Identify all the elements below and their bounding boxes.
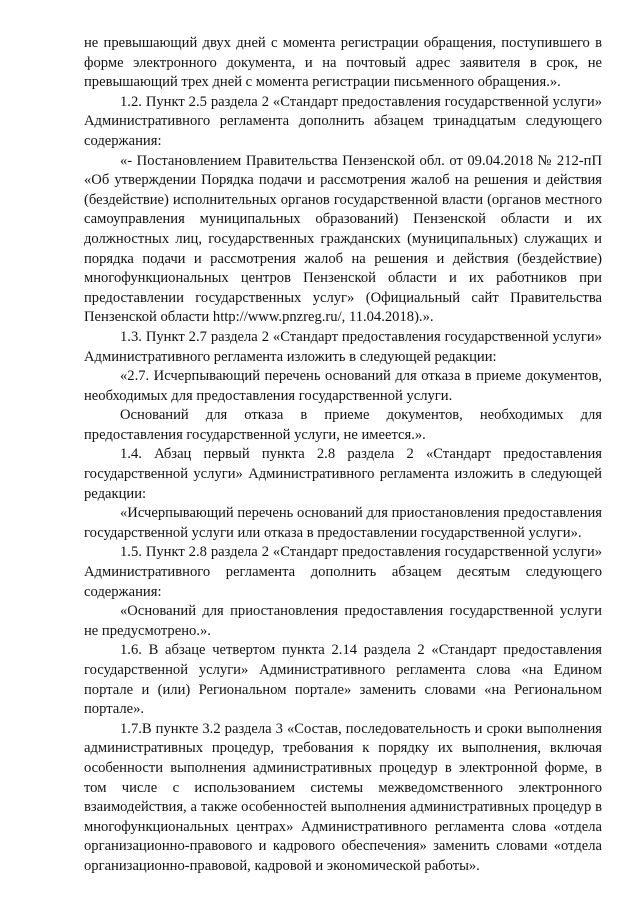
- paragraph-item-1-6: 1.6. В абзаце четвертом пункта 2.14 раздела 2 «Стандарт предоставления государственной услуги» Административного регламента слова «на Едином портале и (или) Региональном портале» заменить словами «на Региональном портале».: [84, 642, 602, 718]
- paragraph-item-1-2: 1.2. Пункт 2.5 раздела 2 «Стандарт предоставления государственной услуги» Административного регламента дополнить абзацем тринадцатым следующего содержания:: [84, 93, 602, 149]
- paragraph-item-1-4: 1.4. Абзац первый пункта 2.8 раздела 2 «Стандарт предоставления государственной услуги» Административного регламента изложить в следующей редакции:: [84, 446, 602, 502]
- paragraph-quote-2-7: «2.7. Исчерпывающий перечень оснований для отказа в приеме документов, необходимых для предоставления государственной услуги.: [84, 368, 602, 404]
- paragraph-quote-no-suspension: «Оснований для приостановления предоставления государственной услуги не предусмотрено.».: [84, 603, 602, 639]
- paragraph-item-1-5: 1.5. Пункт 2.8 раздела 2 «Стандарт предоставления государственной услуги» Административного регламента дополнить абзацем десятым следующего содержания:: [84, 544, 602, 600]
- document-page: [84, 34, 602, 877]
- paragraph-no-grounds: Оснований для отказа в приеме документов, необходимых для предоставления государственной услуги, не имеется.».: [84, 407, 602, 443]
- paragraph-continuation: не превышающий двух дней с момента регистрации обращения, поступившего в форме электронного документа, и на почтовый адрес заявителя в срок, не превышающий трех дней с момента регистрации письменного обращения.».: [84, 35, 602, 91]
- paragraph-quote-resolution: «- Постановлением Правительства Пензенской обл. от 09.04.2018 № 212-пП «Об утверждении Порядка подачи и рассмотрения жалоб на решения и действия (бездействие) исполнительных органов государственной власти (органов местного самоуправления муниципальных образований) Пензенской области и их должностных лиц, государственных гражданских (муниципальных) служащих и порядка подачи и рассмотрения жалоб на решения и действия (бездействие) многофункциональных центров Пензенской области и их работников при предоставлении государственных услуг» (Официальный сайт Правительства Пензенской области http://www.pnzreg.ru/, 11.04.2018).».: [84, 152, 602, 326]
- paragraph-quote-suspension-list: «Исчерпывающий перечень оснований для приостановления предоставления государственной услуги или отказа в предоставлении государственной услуги».: [84, 505, 602, 541]
- paragraph-item-1-7: 1.7.В пункте 3.2 раздела 3 «Состав, последовательность и сроки выполнения административных процедур, требования к порядку их выполнения, включая особенности выполнения административных процедур в электронной форме, в том числе с использованием системы межведомственного электронного взаимодействия, а также особенностей выполнения административных процедур в многофункциональных центрах» Административного регламента слова «отдела организационно-правового и кадрового обеспечения» заменить словами «отдела организационно-правовой, кадровой и экономической работы».: [84, 720, 602, 874]
- paragraph-item-1-3: 1.3. Пункт 2.7 раздела 2 «Стандарт предоставления государственной услуги» Административного регламента изложить в следующей редакции:: [84, 328, 602, 365]
